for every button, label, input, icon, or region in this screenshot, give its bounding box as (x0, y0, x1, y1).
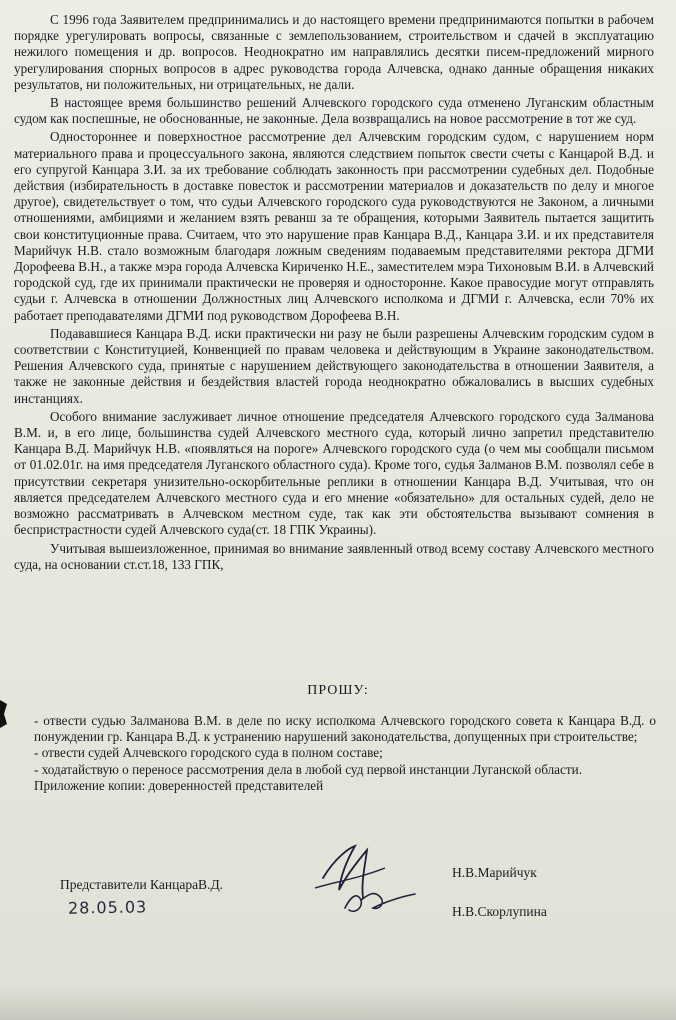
page-shadow (0, 985, 676, 1020)
request-item: - отвести судью Залманова В.М. в деле по иску исполкома Алчевского городского совета к Канцара В.Д. о понуждении гр. Канцара В.Д. к устранению нарушений законодательства, допущенных при строительстве; (34, 713, 656, 745)
signer-name-2: Н.В.Скорлупина (452, 904, 547, 919)
handwritten-signature (305, 838, 430, 928)
attachment-note: Приложение копии: доверенностей представителей (34, 777, 324, 793)
paragraph-2: В настоящее время большинство решений Алчевского городского суда отменено Луганским областным судом как поспешные, не обоснованные, не законные. Дела возвращались на новое рассмотрение в тот же суд. (14, 95, 654, 127)
signer-name-1: Н.В.Марийчук (452, 865, 537, 880)
request-list (34, 713, 656, 794)
handwritten-date: 28.05.03 (67, 897, 148, 918)
representatives-label: Представители КанцараВ.Д. (60, 877, 224, 892)
binding-mark (0, 700, 8, 728)
request-heading: ПРОШУ: (307, 683, 369, 698)
paragraph-1: С 1996 года Заявителем предпринимались и до настоящего времени предпринимаются попытки в рабочем порядке урегулировать вопросы, связанные с землепользованием, строительством и сдачей в эксплуатацию нежилого помещения и др. вопросов. Неоднократно им направлялись десятки писем-предложений мирного урегулирования спорных вопросов в адрес руководства города Алчевска, однако данные обращения никаких результатов, ни положительных, ни отрицательных, не дали. (14, 12, 654, 92)
paragraph-6: Учитывая вышеизложенное, принимая во внимание заявленный отвод всему составу Алчевского местного суда, на основании ст.ст.18, 133 ГПК, (14, 540, 654, 572)
request-item: - отвести судей Алчевского городского суда в полном составе; (34, 745, 383, 761)
paragraph-5: Особого внимание заслуживает личное отношение председателя Алчевского городского суда Залманова В.М. и, в его лице, большинства судей Алчевского местного суда, который лично запретил представителю Канцара В.Д. Марийчук Н.В. «появляться на пороге» Алчевского городского суда (о чем мы сообщали письмом от 01.02.01г. на имя председателя Луганского областного суда). Кроме того, судья Залманов В.М. позволял себе в присутствии секретаря унизительно-оскорбительные реплики в отношении Канцара В.Д. Учитывая, что он является председателем Алчевского местного суда и его мнение «обязательно» для остальных судей, дело не возможно рассматривать в Алчевском местном суде, так как эти обстоятельства вызывают сомнения в беспристрастности судей Алчевского суда(ст. 18 ГПК Украины). (14, 408, 654, 538)
paragraph-3: Одностороннее и поверхностное рассмотрение дел Алчевским городским судом, с нарушением норм материального права и процессуального закона, являются следствием попыток свести счеты с Канцарой В.Д. и его супругой Канцара З.И. за их требование соблюдать законность при рассмотрении судебных дел. Подобные действия (избирательность в доставке повесток и рассмотрении материалов и доказательств по делу и многое другое), свидетельствует о том, что судьи Алчевского городского суда руководствуются не Законом, а личными отношениями, амбициями и желанием взять реванш за те обращения, которыми Заявитель пытается защитить свои конституционные права. Считаем, что это нарушение прав Канцара В.Д., Канцара З.И. и их представителя Марийчук Н.В. стало возможным благодаря ложным сведениям подаваемым представителями ректора ДГМИ Дорофеева В.Н., а также мэра города Алчевска Кириченко Н.Е., заместителем мэра Тихоновым В.И. в Алчевский городской суд, где их принимали практически не проверяя и односторонне. Какое правосудие могут отправлять судьи г. Алчевска в отношении Должностных лиц Алчевского исполкома и ДГМИ г. Алчевска, если 70% их работает преподавателями ДГМИ под руководством Дорофеева В.Н. (14, 129, 654, 323)
paragraph-4: Подававшиеся Канцара В.Д. иски практически ни разу не были разрешены Алчевским городским судом в соответствии с Конституцией, Конвенцией по правам человека и действующим в Украине законодательством. Решения Алчевского суда, принятые с нарушением действующего законодательства в отношении Заявителя, а также не законные действия и бездействия властей города неоднократно обжаловались в высших судебных инстанциях. (14, 325, 654, 406)
request-item: - ходатайствую о переносе рассмотрения дела в любой суд первой инстанции Луганской области. (34, 761, 583, 777)
document-body (14, 12, 654, 575)
